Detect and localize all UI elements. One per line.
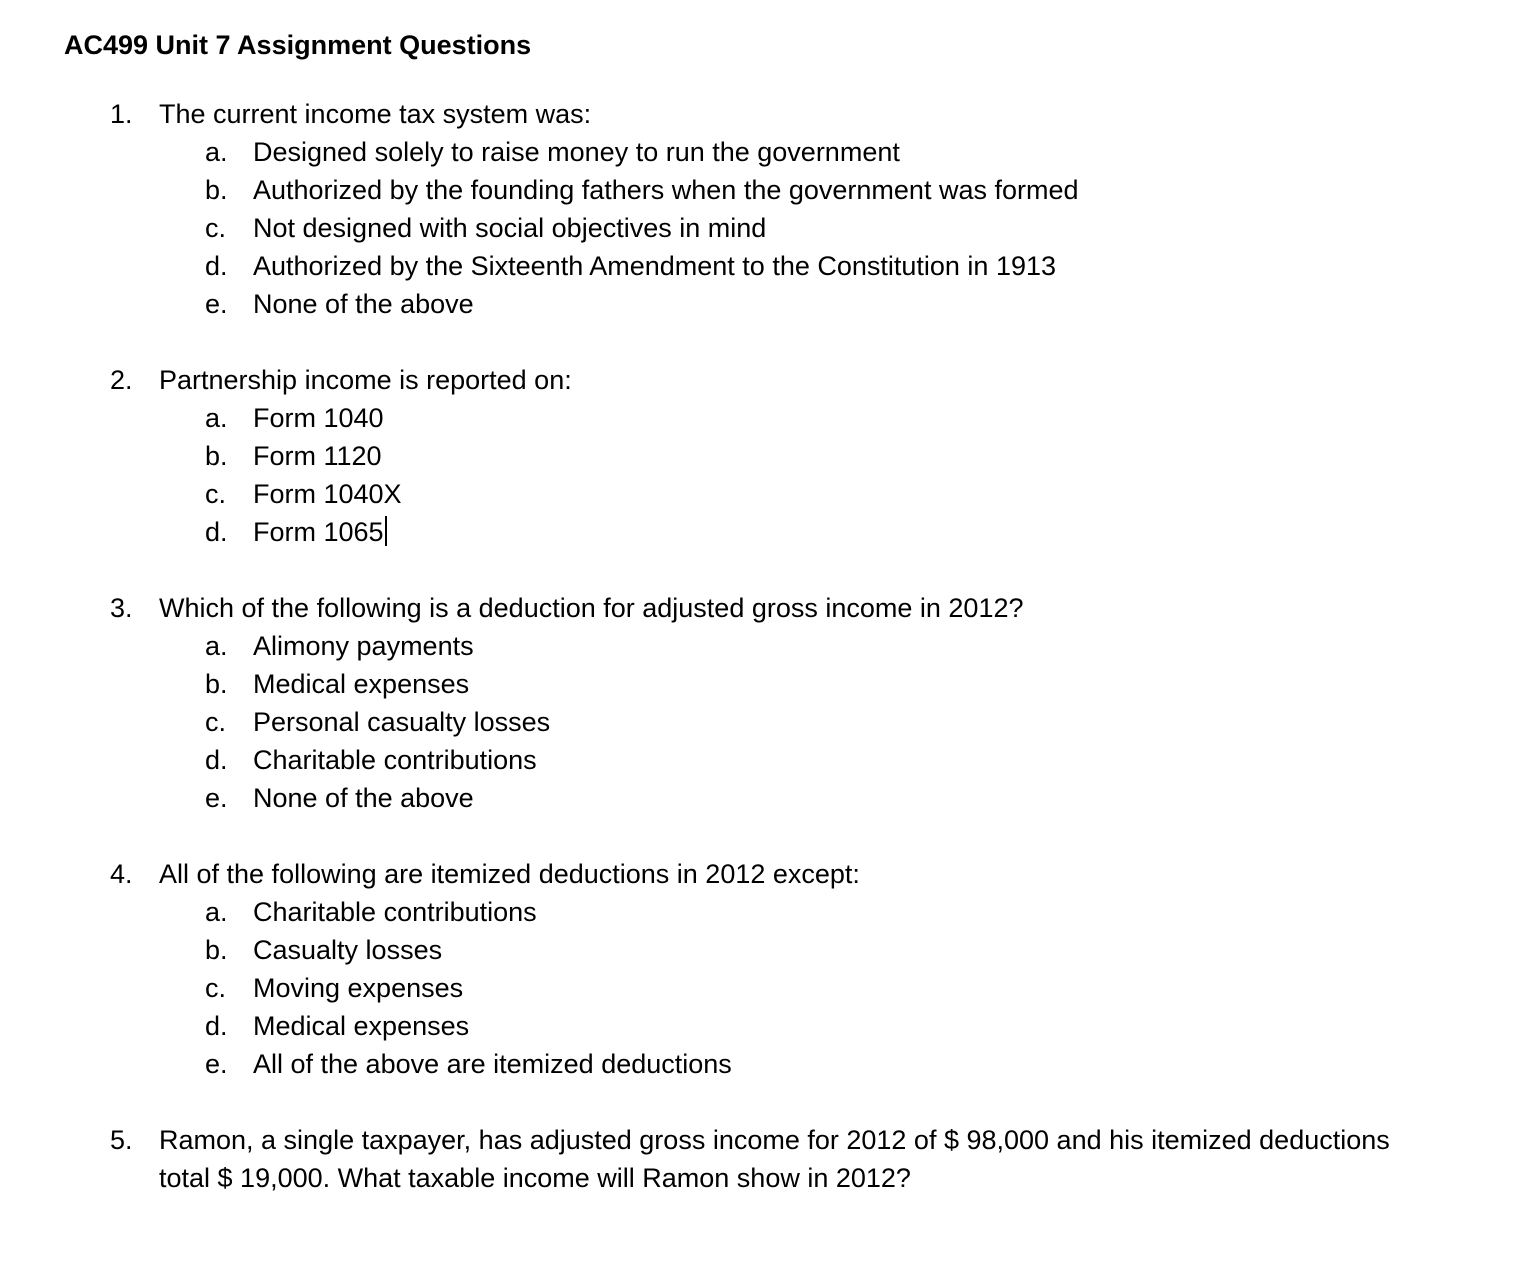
question-stem [0,95,1532,133]
document-title: AC499 Unit 7 Assignment Questions [64,30,532,60]
answer-option [0,513,1532,551]
answer-option [0,171,1532,209]
answer-option [0,627,1532,665]
option-text: Medical expenses [253,1011,470,1041]
option-text: Moving expenses [253,973,464,1003]
question-2 [0,361,1532,551]
option-text: Form 1040X [253,479,402,509]
question-text: All of the following are itemized deductions in 2012 except: [159,859,860,889]
question-text-line-1: Ramon, a single taxpayer, has adjusted gross income for 2012 of $ 98,000 and his itemized deductions [159,1125,1390,1155]
question-text: The current income tax system was: [159,99,592,129]
option-text: Casualty losses [253,935,443,965]
answer-option [0,475,1532,513]
option-letter: b. [205,441,228,471]
question-number: 4. [110,859,133,889]
answer-option [0,931,1532,969]
question-stem [0,361,1532,399]
option-letter: a. [205,403,228,433]
option-letter: d. [205,1011,228,1041]
question-stem [0,855,1532,893]
option-letter: c. [205,213,227,243]
option-text: Form 1065 [253,517,384,547]
option-letter: e. [205,289,228,319]
question-number: 1. [110,99,133,129]
question-stem-continued [0,1159,1532,1197]
answer-option [0,779,1532,817]
answer-option [0,133,1532,171]
answer-option [0,1045,1532,1083]
answer-option [0,741,1532,779]
answer-option [0,969,1532,1007]
option-letter: a. [205,631,228,661]
option-text: None of the above [253,783,474,813]
question-3 [0,589,1532,817]
question-4 [0,855,1532,1083]
option-text: Form 1120 [253,441,382,471]
option-letter: d. [205,251,228,281]
answer-option [0,1007,1532,1045]
option-letter: e. [205,1049,228,1079]
option-letter: d. [205,745,228,775]
option-text: Charitable contributions [253,745,537,775]
answer-option [0,247,1532,285]
option-letter: d. [205,517,228,547]
answer-option [0,285,1532,323]
answer-option [0,703,1532,741]
text-cursor [385,516,387,546]
option-text: Form 1040 [253,403,384,433]
question-text: Partnership income is reported on: [159,365,572,395]
option-text: Authorized by the founding fathers when the government was formed [253,175,1079,205]
question-stem [0,589,1532,627]
option-letter: b. [205,669,228,699]
option-letter: b. [205,935,228,965]
option-letter: e. [205,783,228,813]
option-text: Alimony payments [253,631,474,661]
option-text: None of the above [253,289,474,319]
question-1 [0,95,1532,323]
answer-option [0,665,1532,703]
option-text: Personal casualty losses [253,707,551,737]
option-letter: a. [205,897,228,927]
option-text: Not designed with social objectives in mind [253,213,767,243]
answer-option [0,209,1532,247]
question-number: 5. [110,1125,133,1155]
question-text: Which of the following is a deduction for adjusted gross income in 2012? [159,593,1024,623]
option-letter: c. [205,707,227,737]
option-letter: c. [205,479,227,509]
answer-option [0,437,1532,475]
question-number: 2. [110,365,133,395]
option-letter: a. [205,137,228,167]
option-text: Designed solely to raise money to run the government [253,137,900,167]
option-text-with-cursor[interactable] [253,513,387,551]
question-5 [0,1121,1532,1197]
answer-option [0,399,1532,437]
question-number: 3. [110,593,133,623]
option-text: All of the above are itemized deductions [253,1049,732,1079]
answer-option [0,893,1532,931]
option-letter: b. [205,175,228,205]
question-stem [0,1121,1532,1159]
option-text: Authorized by the Sixteenth Amendment to the Constitution in 1913 [253,251,1057,281]
option-text: Medical expenses [253,669,470,699]
question-text-line-2: total $ 19,000. What taxable income will Ramon show in 2012? [159,1163,911,1193]
option-text: Charitable contributions [253,897,537,927]
option-letter: c. [205,973,227,1003]
